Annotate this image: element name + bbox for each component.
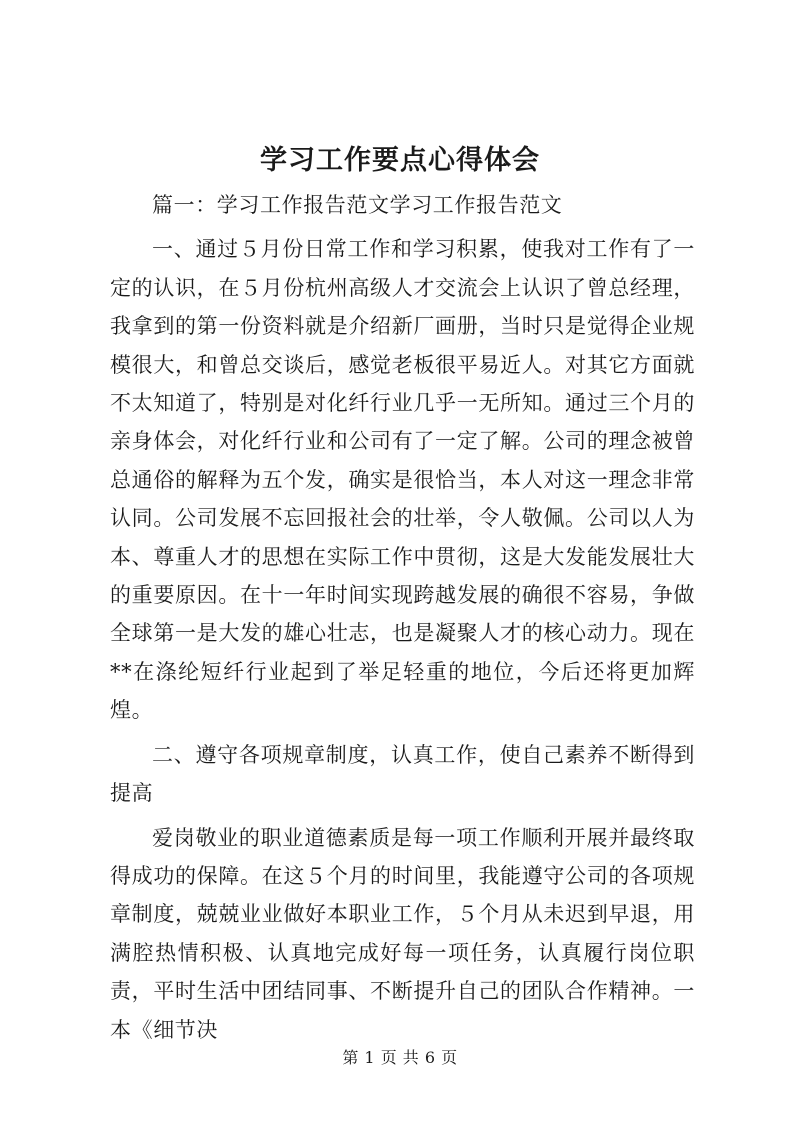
paragraph-work-understanding: 一、通过５月份日常工作和学习积累，使我对工作有了一定的认识，在５月份杭州高级人才交流会上认识了曾总经理，我拿到的第一份资料就是介绍新厂画册，当时只是觉得企业规模很大，和曾总交谈后，感觉老板很平易近人。对其它方面就不太知道了，特别是对化纤行业几乎一无所知。通过三个月的亲身体会，对化纤行业和公司有了一定了解。公司的理念被曾总通俗的解释为五个发，确实是很恰当，本人对这一理念非常认同。公司发展不忘回报社会的壮举，令人敬佩。公司以人为本、尊重人才的思想在实际工作中贯彻，这是大发能发展壮大的重要原因。在十一年时间实现跨越发展的确很不容易，争做全球第一是大发的雄心壮志，也是凝聚人才的核心动力。现在**在涤纶短纤行业起到了举足轻重的地位，今后还将更加辉煌。 [110, 237, 695, 723]
paragraph-rules-heading: 二、遵守各项规章制度，认真工作，使自己素养不断得到提高 [110, 742, 695, 806]
document-body [110, 186, 695, 1055]
paragraph-section-heading: 篇一：学习工作报告范文学习工作报告范文 [152, 193, 563, 217]
paragraph-professional-ethics: 爱岗敬业的职业道德素质是每一项工作顺利开展并最终取得成功的保障。在这５个月的时间里，我能遵守公司的各项规章制度，兢兢业业做好本职业工作，５个月从未迟到早退，用满腔热情积极、认真地完成好每一项任务，认真履行岗位职责，平时生活中团结同事、不断提升自己的团队合作精神。一本《细节决 [110, 825, 695, 1042]
page-number-footer: 第 1 页 共 6 页 [342, 1048, 458, 1067]
document-title: 学习工作要点心得体会 [260, 145, 540, 176]
